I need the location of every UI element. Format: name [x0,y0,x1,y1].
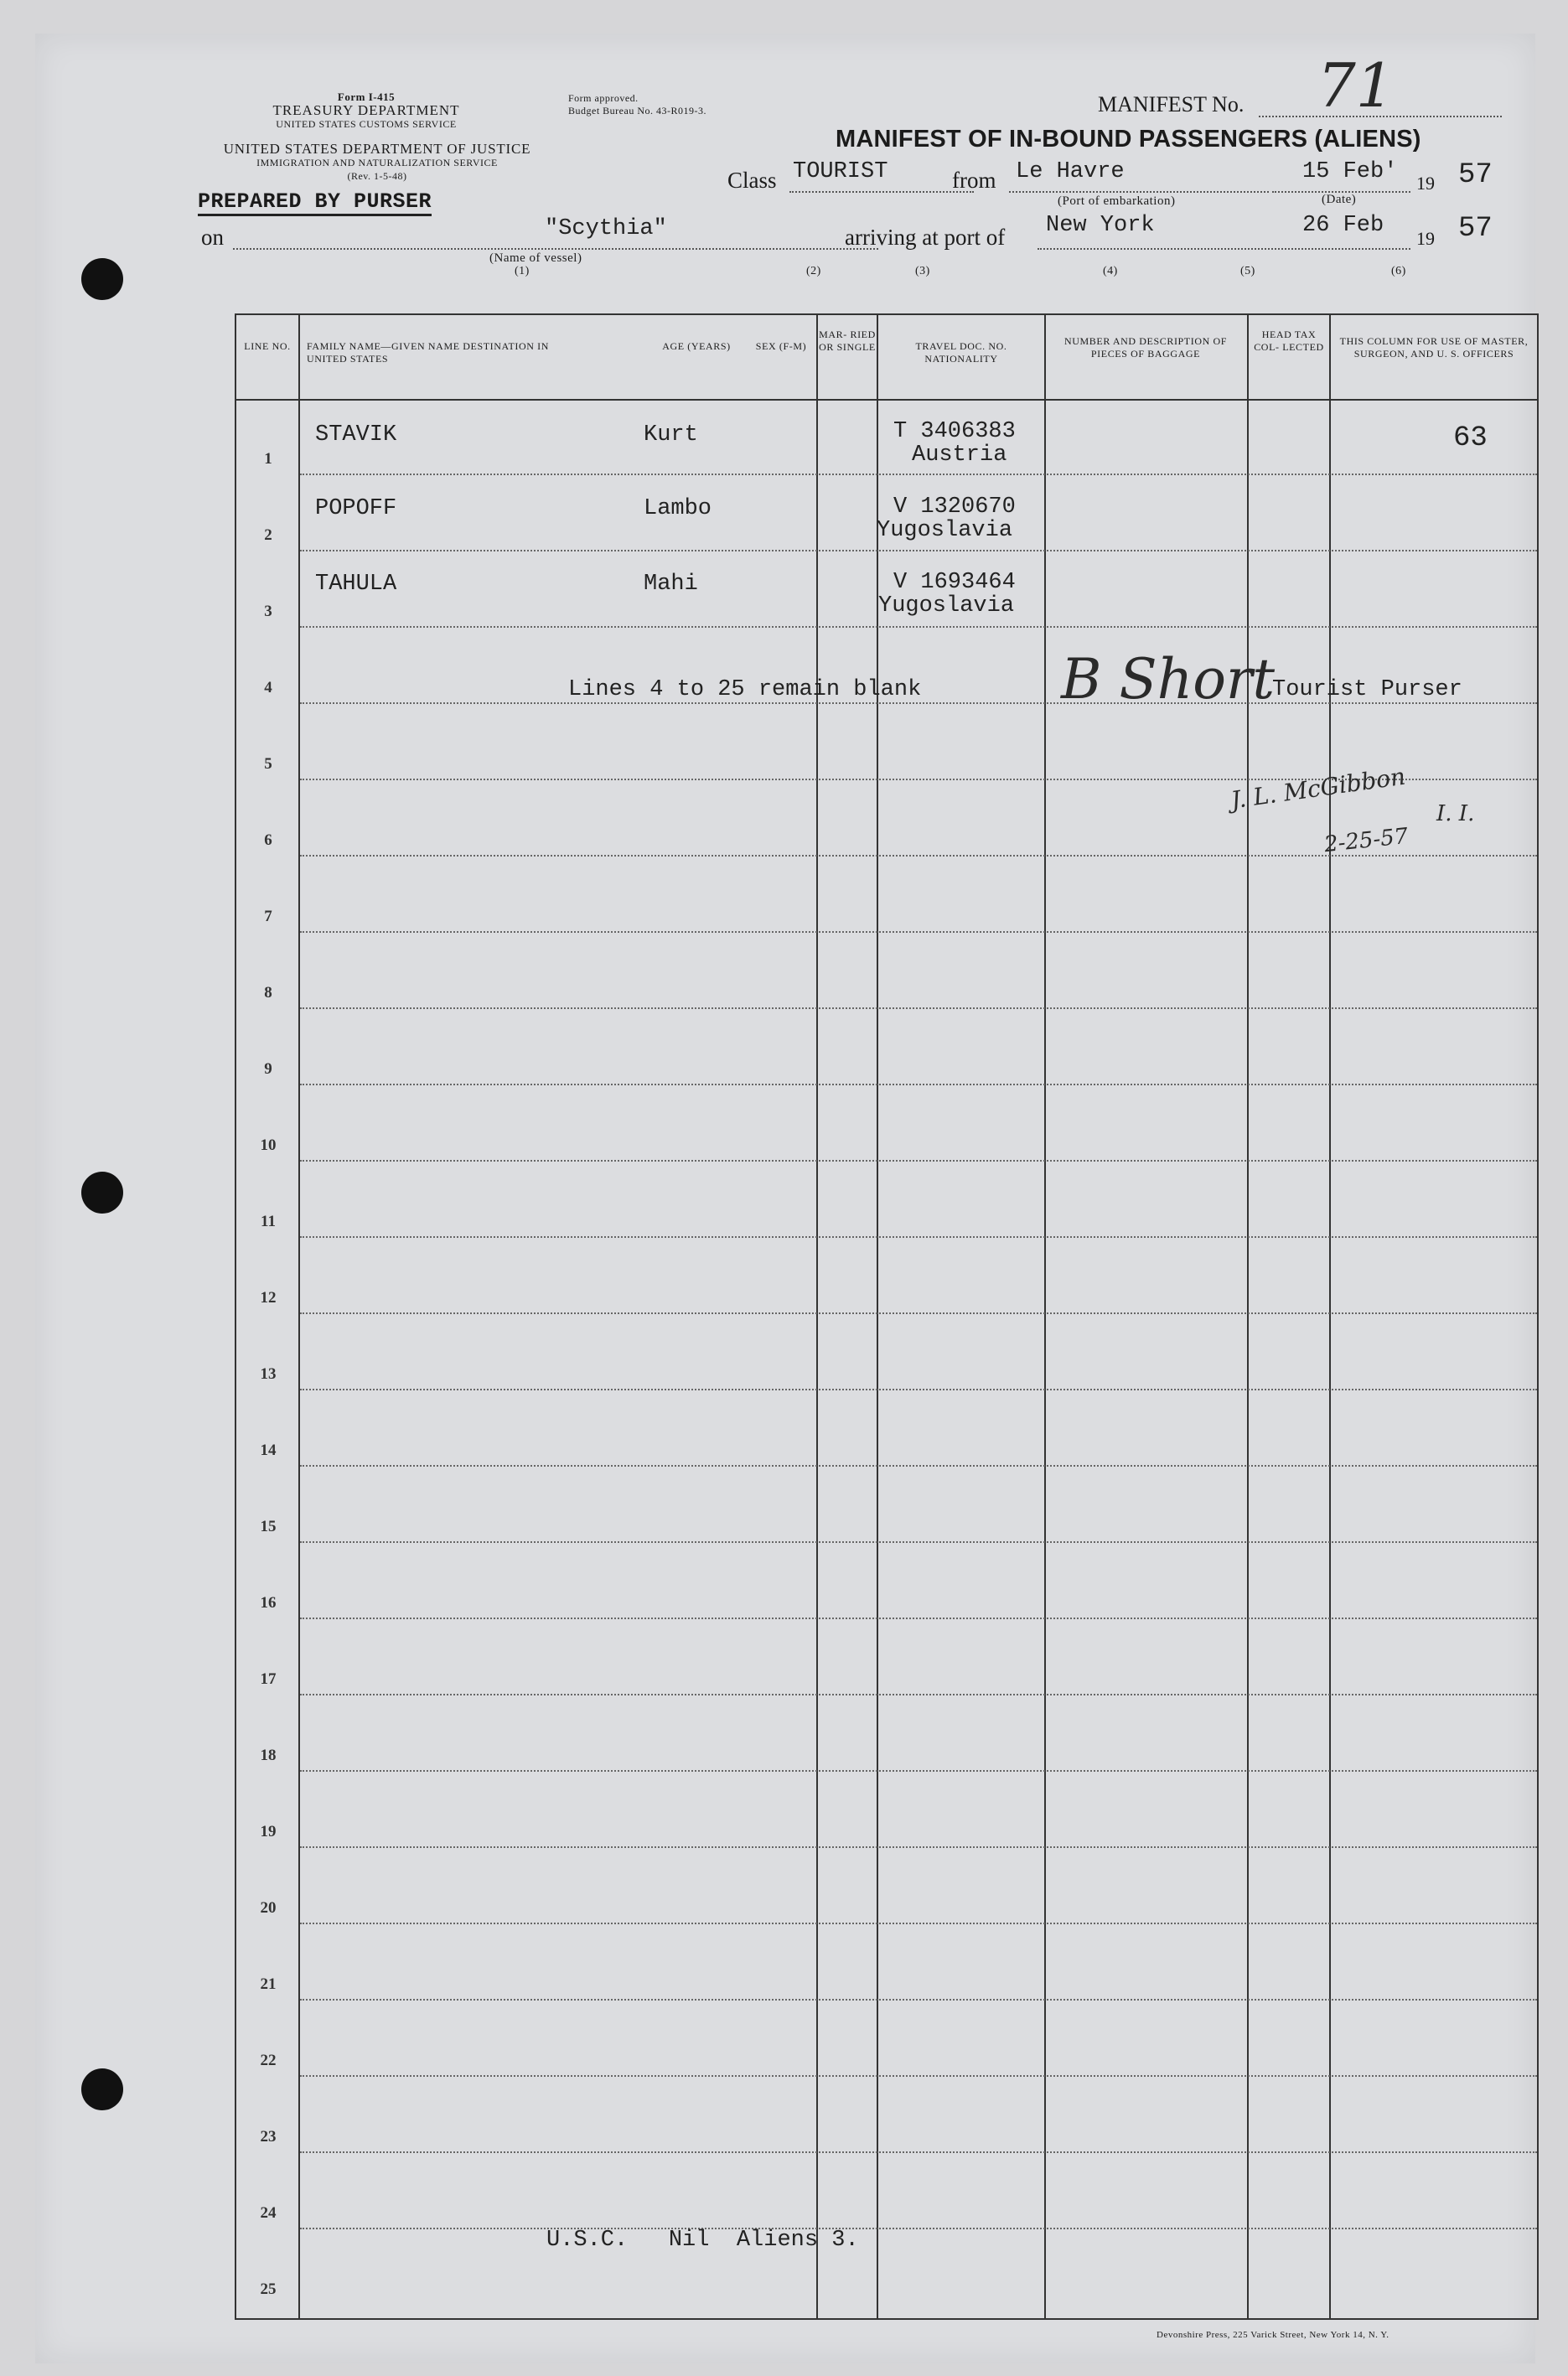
date-caption: (Date) [1322,193,1357,206]
vessel-name: "Scythia" [545,216,667,241]
ins-service: IMMIGRATION AND NATURALIZATION SERVICE [256,157,498,168]
arriving-label: arriving at port of [845,225,1006,250]
passenger-3-family: TAHULA [315,572,397,597]
class-label: Class [727,168,777,193]
col-header-line: LINE NO. [244,340,291,352]
departure-year: 57 [1458,159,1493,191]
passenger-3-nationality: Yugoslavia [878,593,1015,619]
row-divider [300,1923,1537,1924]
class-value: TOURIST [793,159,888,184]
row-divider [300,2228,1537,2229]
line-number: 14 [260,1442,277,1459]
line-number: 22 [260,2052,277,2069]
passenger-1-note: 63 [1453,422,1488,454]
year-prefix-2: 19 [1416,228,1435,249]
row-divider [300,1312,1537,1314]
col-header-age: AGE (YEARS) [662,340,731,352]
passenger-2-family: POPOFF [315,496,397,521]
line-number: 6 [264,831,272,849]
approval-text: Form approved. [568,92,639,104]
line-number: 2 [264,526,272,544]
punch-hole [81,258,123,300]
form-number: Form I-415 [337,91,396,103]
row-divider [300,1618,1537,1619]
col-num-5: (5) [1240,265,1255,277]
officer-initials: I. I. [1436,801,1475,826]
approval-block [568,92,786,117]
row-divider [300,2151,1537,2153]
row-divider [300,931,1537,933]
row-divider [300,1694,1537,1695]
budget-text: Budget Bureau No. 43-R019-3. [568,105,706,116]
col-header-head-tax: HEAD TAX COL- LECTED [1254,329,1324,353]
line-number: 17 [260,1670,277,1688]
passenger-1-given: Kurt [644,422,698,448]
manifest-number-label: MANIFEST No. [1098,92,1245,116]
line-number: 19 [260,1823,277,1840]
line-number: 11 [261,1213,276,1230]
officer-stamp-date: 2-25-57 [1322,823,1410,858]
treasury-dept: TREASURY DEPARTMENT [272,102,460,118]
line-number: 20 [260,1899,277,1917]
row-divider [300,1541,1537,1543]
row-divider [300,1770,1537,1772]
vessel-caption: (Name of vessel) [489,251,582,265]
port-of-embarkation: Le Havre [1016,159,1125,184]
officer-signature: J. L. McGibbon [1229,762,1407,815]
departure-date: 15 Feb' [1302,159,1398,184]
manifest-page [35,34,1535,2363]
arrival-port: New York [1046,213,1155,238]
lines-remain-blank: Lines 4 to 25 remain blank [568,677,922,702]
line-number: 3 [264,603,272,620]
line-number: 24 [260,2204,277,2222]
col-header-name: FAMILY NAME—GIVEN NAME DESTINATION IN UNITED STATES [307,340,549,365]
row-divider [300,550,1537,551]
passenger-2-given: Lambo [644,496,712,521]
line-number: 25 [260,2280,277,2298]
arrival-year: 57 [1458,213,1493,245]
col-num-6: (6) [1391,265,1406,277]
passenger-1-family: STAVIK [315,422,397,448]
from-label: from [952,168,996,193]
col-header-baggage: NUMBER AND DESCRIPTION OF PIECES OF BAGGAGE [1063,335,1228,360]
row-divider [300,1999,1537,2001]
purser-title: Tourist Purser [1272,677,1462,702]
row-divider [300,1465,1537,1467]
line-number: 4 [264,679,272,696]
form-info-block [245,91,488,131]
row-divider [300,1084,1537,1085]
row-divider [300,1846,1537,1848]
punch-hole [81,1172,123,1214]
col-header-married: MAR- RIED OR SINGLE [819,329,876,353]
col-num-2: (2) [806,265,821,277]
col-num-4: (4) [1103,265,1118,277]
line-number: 23 [260,2128,277,2146]
passenger-3-given: Mahi [644,572,698,597]
justice-block [201,142,553,183]
line-number: 18 [260,1747,277,1764]
row-divider [300,1160,1537,1162]
row-divider [300,2075,1537,2077]
printer-credit: Devonshire Press, 225 Varick Street, New York 14, N. Y. [1157,2330,1389,2340]
passenger-3-doc: V 1693464 [893,570,1016,595]
manifest-number: 71 [1317,50,1395,121]
line-number: 1 [264,450,272,468]
passenger-1-nationality: Austria [912,443,1007,468]
usc-nil-aliens-note: U.S.C. Nil Aliens 3. [546,2228,859,2253]
passenger-1-doc: T 3406383 [893,419,1016,444]
line-number: 21 [260,1975,277,1993]
line-number: 5 [264,755,272,773]
prepared-by-purser-stamp: PREPARED BY PURSER [198,189,432,216]
col-num-1: (1) [515,265,530,277]
punch-hole [81,2068,123,2110]
row-divider [300,626,1537,628]
row-divider [300,1389,1537,1390]
arrival-date: 26 Feb [1302,213,1384,238]
year-prefix: 19 [1416,173,1435,194]
revision: (Rev. 1-5-48) [347,170,407,182]
on-label: on [201,225,224,250]
row-divider [300,1007,1537,1009]
row-divider [300,855,1537,857]
line-number: 12 [260,1289,277,1307]
col-header-sex: SEX (F-M) [755,340,807,352]
manifest-table [235,313,1539,2320]
line-number: 15 [260,1518,277,1535]
col-num-3: (3) [915,265,930,277]
port-embark-caption: (Port of embarkation) [1058,194,1176,208]
customs-service: UNITED STATES CUSTOMS SERVICE [276,118,457,130]
passenger-2-doc: V 1320670 [893,494,1016,520]
line-number: 9 [264,1060,272,1078]
line-number: 13 [260,1365,277,1383]
col-header-travel-doc: TRAVEL DOC. NO. NATIONALITY [915,340,1007,365]
col-header-officers: THIS COLUMN FOR USE OF MASTER, SURGEON, AND U. S. OFFICERS [1339,335,1529,360]
line-number: 10 [260,1136,277,1154]
justice-dept: UNITED STATES DEPARTMENT OF JUSTICE [223,141,531,157]
line-number: 8 [264,984,272,1002]
line-number: 16 [260,1594,277,1612]
row-divider [300,1236,1537,1238]
purser-signature: B Short [1061,647,1276,712]
row-divider [300,702,1537,704]
passenger-2-nationality: Yugoslavia [877,518,1013,543]
manifest-title: MANIFEST OF IN-BOUND PASSENGERS (ALIENS) [836,126,1421,153]
row-divider [300,474,1537,475]
line-number: 7 [264,908,272,925]
